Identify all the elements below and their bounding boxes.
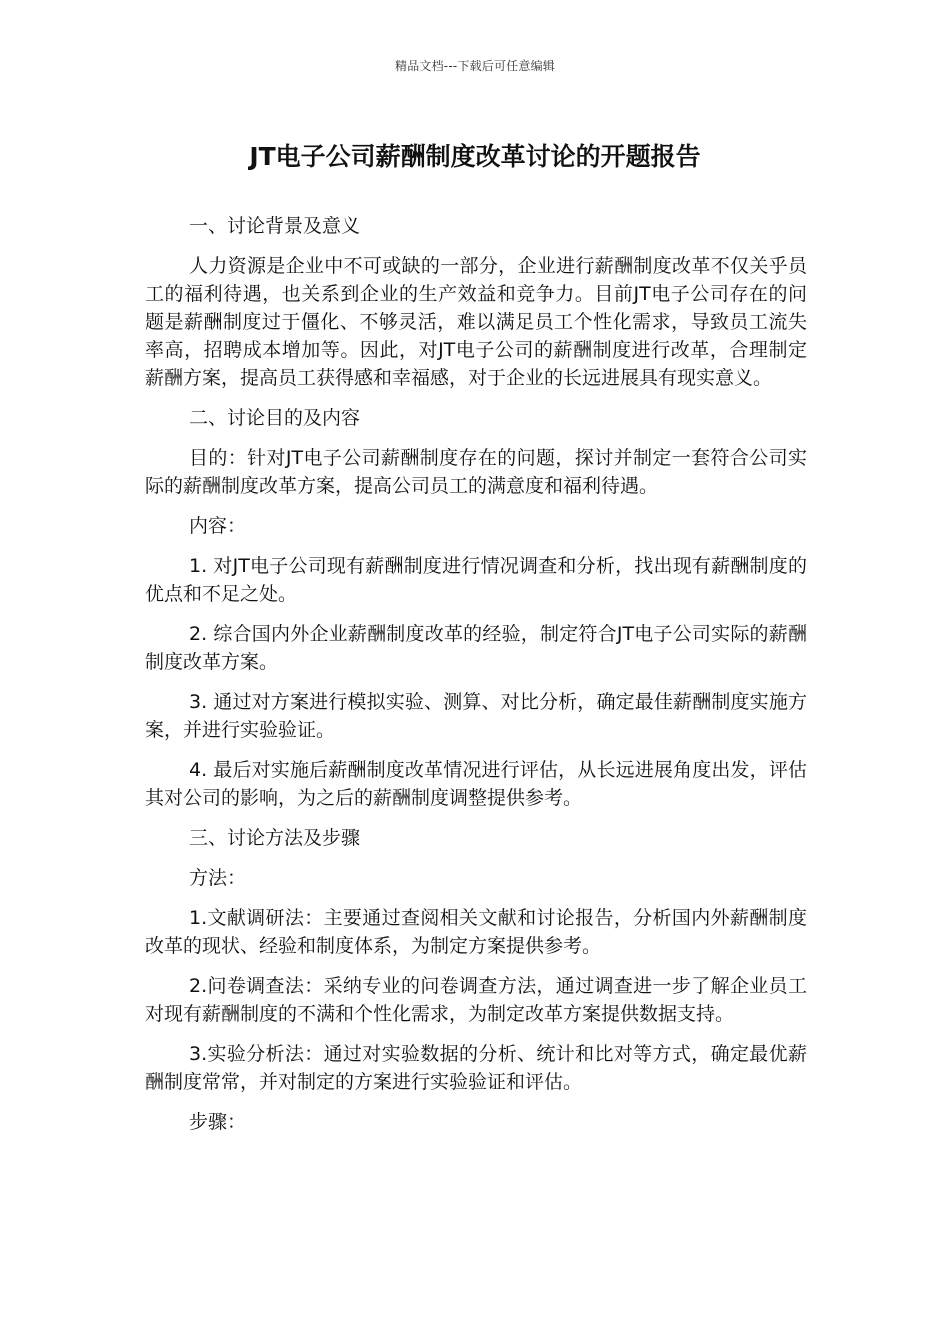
- content-item-2: 2. 综合国内外企业薪酬制度改革的经验，制定符合JT电子公司实际的薪酬制度改革方案。: [145, 623, 807, 673]
- method-item-2: 2.问卷调查法：采纳专业的问卷调查方法，通过调查进一步了解企业员工对现有薪酬制度的不满和个性化需求，为制定改革方案提供数据支持。: [145, 975, 807, 1025]
- document-body: [145, 212, 807, 1148]
- paragraph-background: 人力资源是企业中不可或缺的一部分，企业进行薪酬制度改革不仅关乎员工的福利待遇，也关系到企业的生产效益和竞争力。目前JT电子公司存在的问题是薪酬制度过于僵化、不够灵活，难以满足员工个性化需求，导致员工流失率高，招聘成本增加等。因此，对JT电子公司的薪酬制度进行改革，合理制定薪酬方案，提高员工获得感和幸福感，对于企业的长远进展具有现实意义。: [145, 255, 807, 389]
- content-item-4: 4. 最后对实施后薪酬制度改革情况进行评估，从长远进展角度出发，评估其对公司的影响，为之后的薪酬制度调整提供参考。: [145, 759, 807, 809]
- section-heading-methods: 三、讨论方法及步骤: [189, 827, 361, 849]
- section-heading-background: 一、讨论背景及意义: [189, 215, 361, 237]
- paragraph-purpose: 目的：针对JT电子公司薪酬制度存在的问题，探讨并制定一套符合公司实际的薪酬制度改革方案，提高公司员工的满意度和福利待遇。: [145, 447, 807, 497]
- method-item-3: 3.实验分析法：通过对实验数据的分析、统计和比对等方式，确定最优薪酬制度常常，并对制定的方案进行实验验证和评估。: [145, 1043, 807, 1093]
- document-title: JT电子公司薪酬制度改革讨论的开题报告: [249, 142, 701, 171]
- subheading-methods: 方法：: [189, 867, 247, 889]
- content-item-3: 3. 通过对方案进行模拟实验、测算、对比分析，确定最佳薪酬制度实施方案，并进行实验验证。: [145, 691, 807, 741]
- method-item-1: 1.文献调研法：主要通过查阅相关文献和讨论报告，分析国内外薪酬制度改革的现状、经验和制度体系，为制定方案提供参考。: [145, 907, 807, 957]
- content-item-1: 1. 对JT电子公司现有薪酬制度进行情况调查和分析，找出现有薪酬制度的优点和不足之处。: [145, 555, 807, 605]
- subheading-steps: 步骤：: [189, 1111, 247, 1133]
- section-heading-purpose: 二、讨论目的及内容: [189, 407, 361, 429]
- subheading-content: 内容：: [189, 515, 247, 537]
- header-note: 精品文档---下载后可任意编辑: [395, 59, 555, 73]
